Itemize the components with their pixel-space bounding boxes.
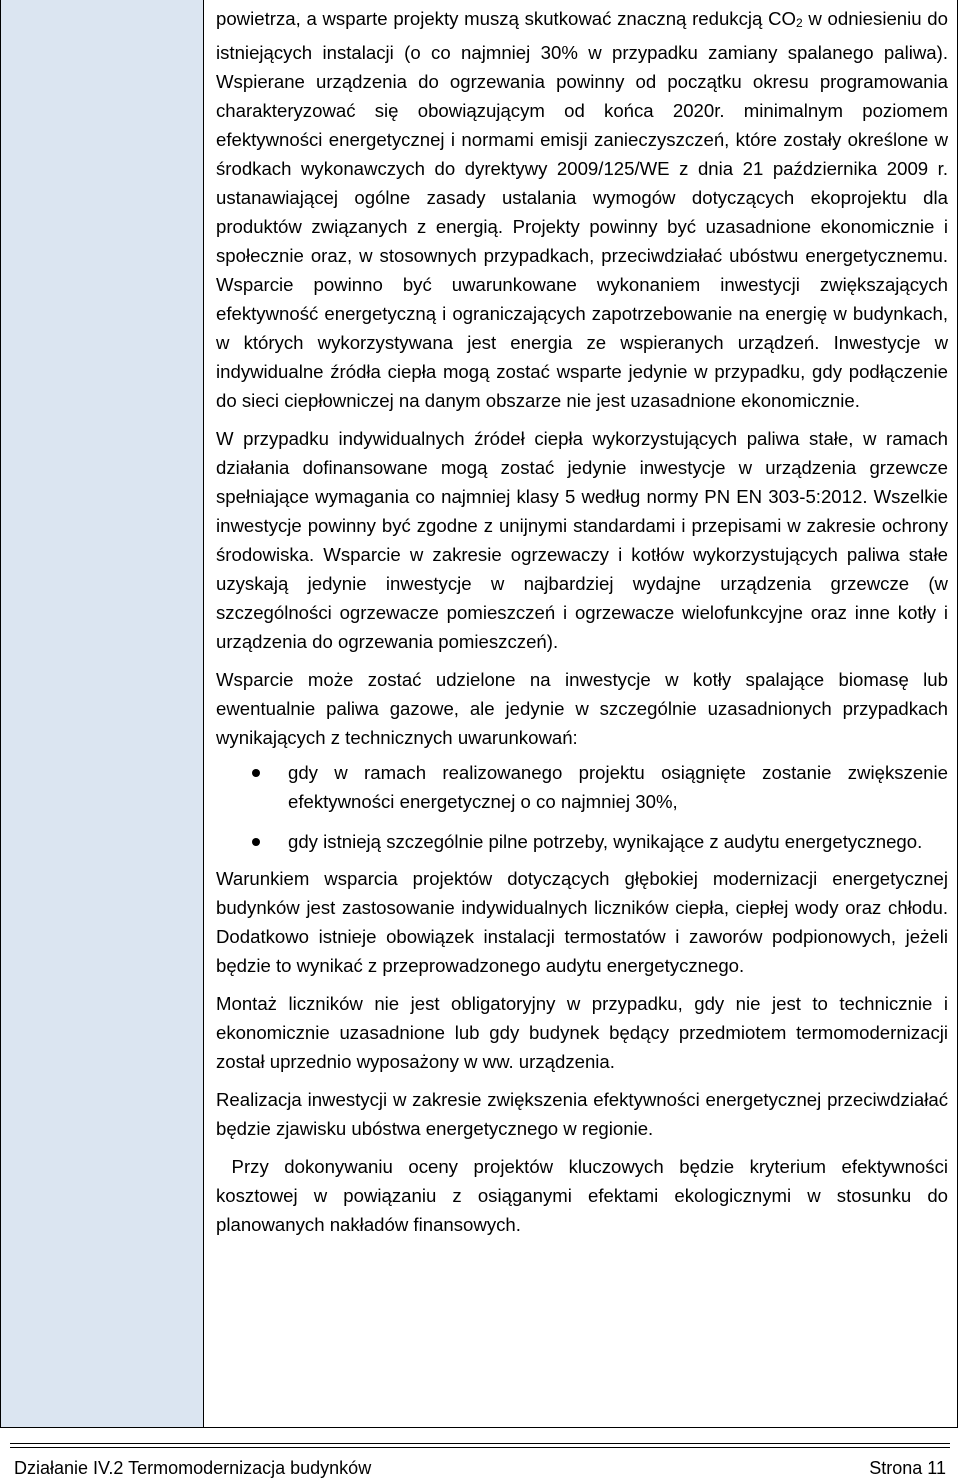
list-item-text: gdy w ramach realizowanego projektu osiągnięte zostanie zwiększenie efektywności energetycznej o co najmniej 30%, — [288, 762, 948, 812]
paragraph-1 — [216, 4, 948, 415]
footer-section-title: Działanie IV.2 Termomodernizacja budynków — [14, 1458, 372, 1478]
bullet-icon — [252, 838, 260, 846]
footer-divider — [10, 1443, 950, 1444]
paragraph-1-part-b: w odniesieniu do istniejących instalacji (o co najmniej 30% w przypadku zamiany spalanego paliwa). Wspierane urządzenia do ogrzewania powinny od początku okresu programowania charakteryzować się obowiązującym od końca 2020r. minimalnym poziomem efektywności energetycznej i normami emisji zanieczyszczeń, które zostały określone w środkach wykonawczych do dyrektywy 2009/125/WE z dnia 21 października 2009 r. ustanawiającej ogólne zasady ustalania wymogów dotyczących ekoprojektu dla produktów związanych z energią. Projekty powinny być uzasadnione ekonomicznie i społecznie oraz, w stosownych przypadkach, przeciwdziałać ubóstwu energetycznemu. Wsparcie powinno być uwarunkowane wykonaniem inwestycji zwiększających efektywność energetyczną i ograniczających zapotrzebowanie na energię w budynkach, w których wykorzystywana jest energia ze wspieranych urządzeń. Inwestycje w indywidualne źródła ciepła mogą zostać wsparte jedynie w przypadku, gdy podłączenie do sieci ciepłowniczej na danym obszarze nie jest uzasadnione ekonomicznie. — [216, 8, 948, 411]
page-number: Strona 11 — [869, 1458, 946, 1478]
footer-divider-second — [10, 1447, 950, 1448]
bullet-list — [216, 758, 948, 856]
paragraph-2: W przypadku indywidualnych źródeł ciepła wykorzystujących paliwa stałe, w ramach działania dofinansowane mogą zostać jedynie inwestycje w urządzenia grzewcze spełniające wymagania co najmniej klasy 5 według normy PN EN 303-5:2012. Wszelkie inwestycje powinny być zgodne z unijnymi standardami i przepisami w zakresie ochrony środowiska. Wsparcie w zakresie ogrzewaczy i kotłów wykorzystujących paliwa stałe uzyskają jedynie inwestycje w najbardziej wydajne urządzenia grzewcze (w szczególności ogrzewacze pomieszczeń i ogrzewacze wielofunkcyjne oraz inne kotły i urządzenia do ogrzewania pomieszczeń). — [216, 428, 948, 652]
paragraph-5: Montaż liczników nie jest obligatoryjny w przypadku, gdy nie jest to technicznie i ekonomicznie uzasadnione lub gdy budynek będący przedmiotem termomodernizacji został uprzednio wyposażony w ww. urządzenia. — [216, 993, 948, 1072]
list-item-text: gdy istnieją szczególnie pilne potrzeby, wynikające z audytu energetycznego. — [288, 831, 923, 852]
paragraph-6: Realizacja inwestycji w zakresie zwiększenia efektywności energetycznej przeciwdziałać będzie zjawisku ubóstwa energetycznego w regionie. — [216, 1089, 948, 1139]
paragraph-7: Przy dokonywaniu oceny projektów kluczowych będzie kryterium efektywności kosztowej w powiązaniu z osiąganymi efektami ekologicznymi w stosunku do planowanych nakładów finansowych. — [216, 1156, 954, 1235]
paragraph-3: Wsparcie może zostać udzielone na inwestycje w kotły spalające biomasę lub ewentualnie paliwa gazowe, ale jedynie w szczególnie uzasadnionych przypadkach wynikających z technicznych uwarunkowań: — [216, 669, 948, 748]
paragraph-4: Warunkiem wsparcia projektów dotyczących głębokiej modernizacji energetycznej budynków jest zastosowanie indywidualnych liczników ciepła, ciepłej wody oraz chłodu. Dodatkowo istnieje obowiązek instalacji termostatów i zaworów podpionowych, jeżeli będzie to wynikać z przeprowadzonego audytu energetycznego. — [216, 868, 948, 976]
bullet-icon — [252, 769, 260, 777]
main-text — [216, 4, 954, 1239]
paragraph-1-part-a: powietrza, a wsparte projekty muszą skutkować znaczną redukcją CO — [216, 8, 796, 29]
co2-subscript: 2 — [795, 16, 803, 30]
list-item — [216, 827, 948, 856]
left-shaded-cell — [1, 0, 204, 1427]
list-item — [216, 758, 948, 816]
